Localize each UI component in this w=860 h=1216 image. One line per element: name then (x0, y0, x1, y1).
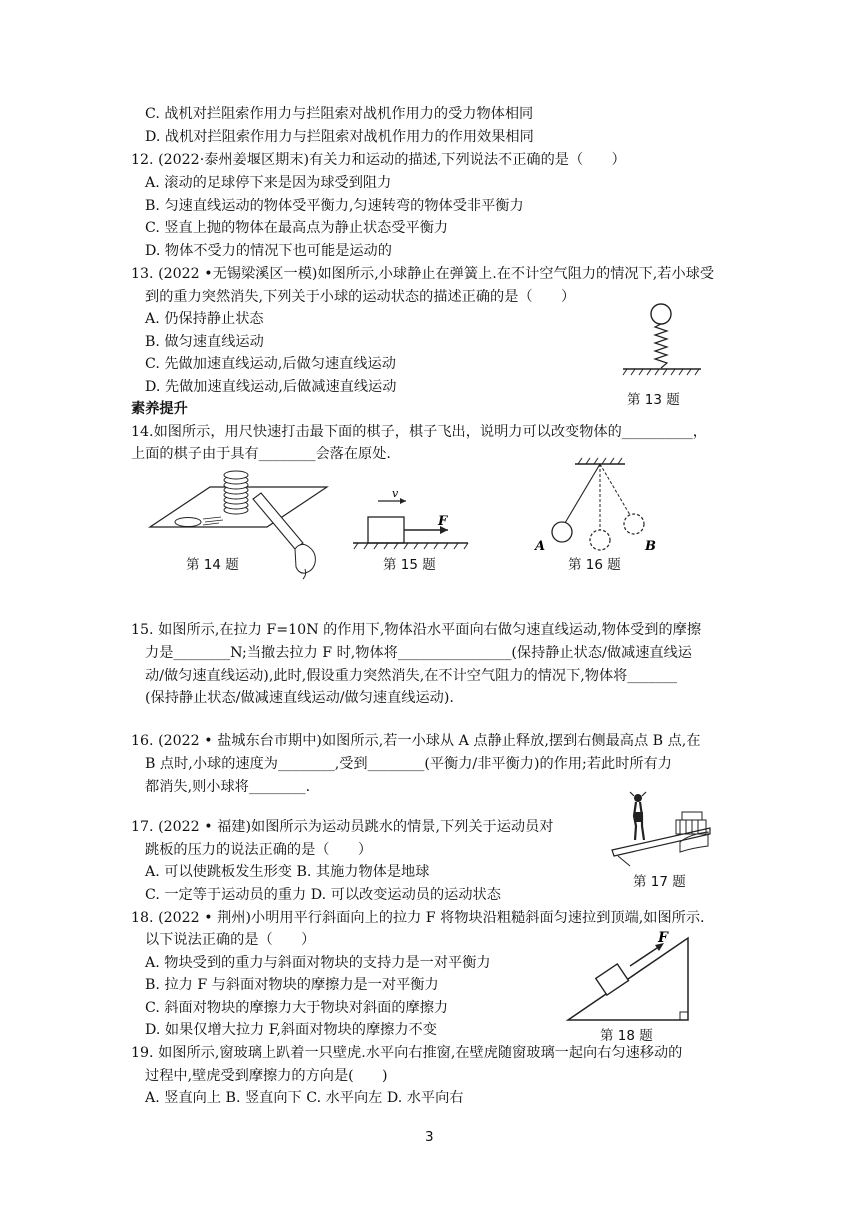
option-text: A. 滚动的足球停下来是因为球受到阻力 (145, 175, 392, 191)
option-text: B. 做匀速直线运动 (145, 334, 264, 350)
figure-14-caption: 第 14 题 (186, 557, 239, 573)
figure-13-caption: 第 13 题 (627, 392, 680, 408)
force-label: F (438, 514, 448, 529)
option-text: C. 战机对拦阻索作用力与拦阻索对战机作用力的受力物体相同 (145, 106, 534, 122)
question-14: 14.如图所示，用尺快速打击最下面的棋子，棋子飞出，说明力可以改变物体的__________， (131, 424, 707, 440)
question-18-cont: 以下说法正确的是（ ） (145, 932, 316, 948)
question-15-cont: 力是________N;当撤去拉力 F 时,物体将________________(保持静止状态/做减速直线运 (145, 645, 692, 661)
option-text: D. 战机对拦阻索作用力与拦阻索对战机作用力的作用效果相同 (145, 129, 534, 145)
question-16: 16. (2022 • 盐城东台市期中)如图所示,若一小球从 A 点静止释放,摆到右侧最高点 B 点,在 (131, 733, 701, 749)
question-14-cont: 上面的棋子由于具有________会落在原处. (131, 446, 391, 462)
option-text: C. 先做加速直线运动,后做匀速直线运动 (145, 356, 396, 372)
option-text: C. 斜面对物块的摩擦力大于物块对斜面的摩擦力 (145, 1000, 449, 1016)
question-18: 18. (2022 • 荆州)小明用平行斜面向上的拉力 F 将物块沿粗糙斜面匀速拉到顶端,如图所示. (131, 910, 705, 926)
option-text: C. 一定等于运动员的重力 D. 可以改变运动员的运动状态 (145, 887, 501, 903)
question-12: 12. (2022·泰州姜堰区期末)有关力和运动的描述,下列说法不正确的是（ ） (131, 152, 626, 168)
option-text: C. 竖直上抛的物体在最高点为静止状态受平衡力 (145, 220, 449, 236)
point-b-label: B (645, 539, 656, 554)
figure-16-caption: 第 16 题 (568, 557, 621, 573)
figure-17-caption: 第 17 题 (633, 874, 686, 890)
velocity-label: v (392, 487, 399, 500)
question-13: 13. (2022 •无锡梁溪区一模)如图所示,小球静止在弹簧上.在不计空气阻力的情况下,若小球受 (131, 266, 715, 282)
question-15-cont: 动/做匀速直线运动),此时,假设重力突然消失,在不计空气阻力的情况下,物体将_______ (145, 668, 678, 684)
question-17: 17. (2022 • 福建)如图所示为运动员跳水的情景,下列关于运动员对 (131, 819, 554, 835)
figure-17-diver (610, 790, 715, 870)
question-15-cont: (保持静止状态/做减速直线运动/做匀速直线运动). (145, 690, 454, 706)
option-text: A. 仍保持静止状态 (145, 311, 264, 327)
option-text: B. 拉力 F 与斜面对物块的摩擦力是一对平衡力 (145, 977, 439, 993)
question-15: 15. 如图所示,在拉力 F=10N 的作用下,物体沿水平面向右做匀速直线运动,物体受到的摩擦 (131, 622, 702, 638)
force-label: F (658, 930, 668, 946)
figure-16-pendulum (530, 458, 670, 558)
question-19: 19. 如图所示,窗玻璃上趴着一只壁虎.水平向右推窗,在壁虎随窗玻璃一起向右匀速移动的 (131, 1045, 683, 1061)
option-text: A. 可以使跳板发生形变 B. 其施力物体是地球 (145, 864, 430, 880)
option-text: A. 竖直向上 B. 竖直向下 C. 水平向左 D. 水平向右 (145, 1090, 464, 1106)
question-16-cont: B 点时,小球的速度为________,受到________(平衡力/非平衡力)的作用;若此时所有力 (145, 756, 672, 772)
figure-13-spring-ball (615, 300, 715, 380)
figure-18-incline (560, 930, 695, 1025)
question-17-cont: 跳板的压力的说法正确的是（ ） (145, 842, 373, 858)
option-text: D. 先做加速直线运动,后做减速直线运动 (145, 379, 397, 395)
figure-18-caption: 第 18 题 (600, 1028, 653, 1044)
question-16-cont: 都消失,则小球将________. (145, 779, 311, 795)
option-text: A. 物块受到的重力与斜面对物块的支持力是一对平衡力 (145, 955, 491, 971)
option-text: D. 物体不受力的情况下也可能是运动的 (145, 243, 392, 259)
figure-15-block (348, 487, 473, 552)
question-19-cont: 过程中,壁虎受到摩擦力的方向是( ) (145, 1068, 388, 1084)
point-a-label: A (535, 539, 546, 554)
page-number: 3 (425, 1129, 434, 1145)
option-text: B. 匀速直线运动的物体受平衡力,匀速转弯的物体受非平衡力 (145, 198, 524, 214)
figure-15-caption: 第 15 题 (383, 557, 436, 573)
section-heading: 素养提升 (131, 401, 188, 417)
question-13-cont: 到的重力突然消失,下列关于小球的运动状态的描述正确的是（ ） (145, 289, 576, 305)
option-text: D. 如果仅增大拉力 F,斜面对物块的摩擦力不变 (145, 1022, 437, 1038)
